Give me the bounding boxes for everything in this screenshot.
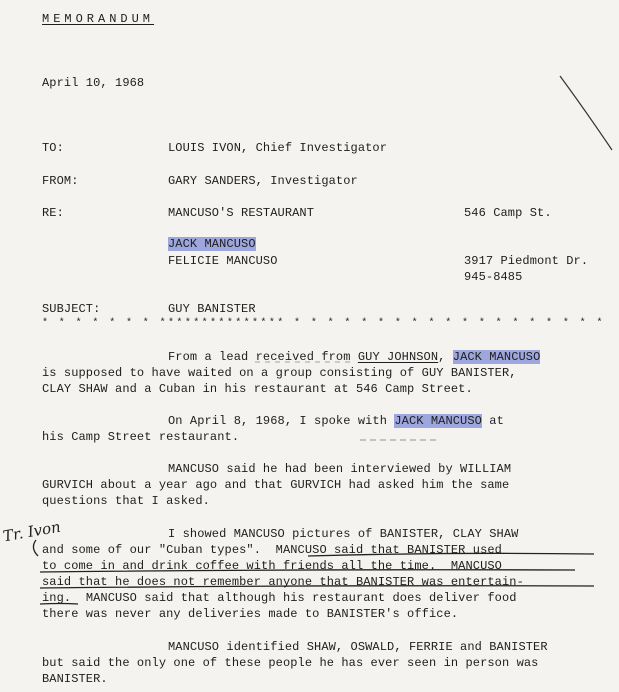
margin-bracket <box>33 540 38 556</box>
memo-date: April 10, 1968 <box>42 76 145 90</box>
felicie-address: 3917 Piedmont Dr. <box>464 254 589 268</box>
hand-underline-1 <box>308 553 594 556</box>
hand-underline-3 <box>40 586 594 588</box>
pen-stroke-top-right <box>560 76 612 150</box>
guy-johnson-underlined: GUY JOHNSON <box>357 350 439 364</box>
p5-line1: MANCUSO identified SHAW, OSWALD, FERRIE and BANISTER <box>168 640 548 654</box>
subject-value: GUY BANISTER <box>168 302 256 316</box>
p4-line5: ing. MANCUSO said that although his restaurant does deliver food <box>42 591 517 605</box>
p4-line6: there was never any deliveries made to BANISTER's office. <box>42 607 459 621</box>
p3-line2: GURVICH about a year ago and that GURVICH had asked him the same <box>42 478 510 492</box>
jack-mancuso-highlight-1: JACK MANCUSO <box>452 350 541 364</box>
p4-line3: to come in and drink coffee with friends all the time. MANCUSO <box>42 559 502 573</box>
re-value: MANCUSO'S RESTAURANT <box>168 206 315 220</box>
from-value: GARY SANDERS, Investigator <box>168 174 358 188</box>
p4-line1: I showed MANCUSO pictures of BANISTER, CLAY SHAW <box>168 527 519 541</box>
re-label: RE: <box>42 206 64 220</box>
to-label: TO: <box>42 141 64 155</box>
p1-line3: CLAY SHAW and a Cuban in his restaurant at 546 Camp Street. <box>42 382 473 396</box>
hand-underline-4 <box>40 604 78 605</box>
p4-line2: and some of our "Cuban types". MANCUSO said that BANISTER used <box>42 543 502 557</box>
memo-title: MEMORANDUM <box>42 12 155 26</box>
p2-line1: On April 8, 1968, I spoke with JACK MANCUSO at <box>168 414 504 428</box>
p1-line1: From a lead received from GUY JOHNSON, JACK MANCUSO <box>168 350 541 364</box>
jack-mancuso-highlight-2: JACK MANCUSO <box>394 414 482 428</box>
p1-line2: is supposed to have waited on a group consisting of GUY BANISTER, <box>42 366 517 380</box>
p2-line2: his Camp Street restaurant. <box>42 430 240 444</box>
to-value: LOUIS IVON, Chief Investigator <box>168 141 388 155</box>
hand-underline-2 <box>40 570 575 572</box>
felicie-phone: 945-8485 <box>464 270 523 284</box>
from-label: FROM: <box>42 174 79 188</box>
person-felicie-mancuso: FELICIE MANCUSO <box>168 254 278 268</box>
p5-line3: BANISTER. <box>42 672 108 686</box>
subject-label: SUBJECT: <box>42 302 101 316</box>
p3-line3: questions that I asked. <box>42 494 210 508</box>
person-jack-mancuso: JACK MANCUSO <box>168 237 256 251</box>
separator-stars: * * * * * * * *************** * * * * * * * * * * * * * * * * * * * <box>42 318 605 329</box>
re-address: 546 Camp St. <box>464 206 552 220</box>
p4-line4: said that he does not remember anyone that BANISTER was entertain- <box>42 575 524 589</box>
p5-line2: but said the only one of these people he has ever seen in person was <box>42 656 539 670</box>
margin-note: Tr. Ivon <box>1 517 62 546</box>
p3-line1: MANCUSO said he had been interviewed by WILLIAM <box>168 462 512 476</box>
